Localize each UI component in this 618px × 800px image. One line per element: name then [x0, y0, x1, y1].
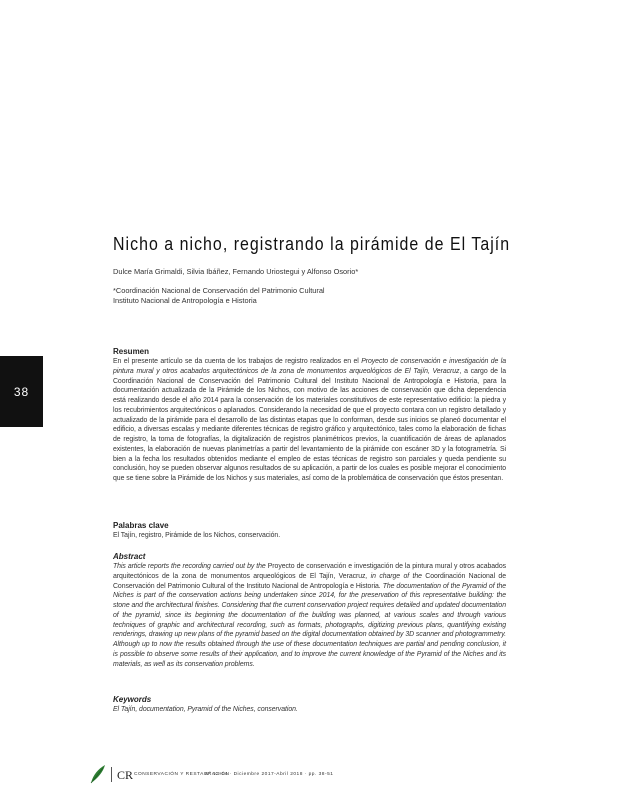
- article-title: Nicho a nicho, registrando la pirámide de El Tajín: [113, 233, 511, 254]
- journal-name: CONSERVACIÓN Y RESTAURACIÓN: [134, 772, 230, 777]
- author-affiliation: [113, 286, 325, 306]
- keywords-section: [113, 695, 506, 715]
- keywords-text: El Tajín, documentation, Pyramid of the Niches, conservation.: [113, 706, 298, 713]
- abstract-text-1: This article reports the recording carried out by the: [113, 563, 268, 570]
- palabras-clave-section: [113, 521, 506, 541]
- resumen-heading: Resumen: [113, 347, 150, 356]
- affiliation-line-2: Instituto Nacional de Antropología e Historia: [113, 296, 257, 305]
- resumen-project-name: Proyecto de conservación e investigación de la pintura mural y otros acabados arquitectónicos de la zona de monumentos arqueológicos de El Tajín, Veracruz: [113, 358, 506, 375]
- resumen-body: [113, 357, 506, 484]
- resumen-text-1: En el presente artículo se da cuenta de los trabajos de registro realizados en el: [113, 358, 362, 365]
- issue-info: Nº 13-14 · Diciembre 2017-Abril 2018 · pp. 38-51: [205, 772, 334, 777]
- leaf-icon: [88, 763, 108, 785]
- palabras-clave-text: El Tajín, registro, Pirámide de los Nichos, conservación.: [113, 532, 281, 539]
- affiliation-line-1: *Coordinación Nacional de Conservación del Patrimonio Cultural: [113, 286, 325, 295]
- abstract-section: [113, 552, 506, 669]
- page-number-tab: [0, 356, 43, 427]
- page-footer: [88, 763, 518, 787]
- abstract-text-3: . The documentation of the Pyramid of the Niches is part of the conservation actions being undertaken since 2014, for the preservation of this representative building: the stone and the architectural finishes. Considering that the current conservation project requires detailed and updated documentation of the pyramid, since its beginning the documentation of the building was planned, at various scales and through various techniques of graphic and architectural recording, such as formats, photographs, digitizing previous plans, quantifying existing renderings, drawing up new plans of the pyramid based on the digital documentation obtained by 3D scanner and photogrammetry. Although up to now the results obtained through the use of these documentation techniques are partial and pending conclusion, it is possible to observe some results of their application, and to improve the current knowledge of the Pyramid of the Niches and its materials, as well as its conservation problems.: [113, 582, 507, 668]
- page-number: 38: [13, 384, 30, 399]
- article-authors: Dulce María Grimaldi, Silvia Ibáñez, Fernando Uriostegui y Alfonso Osorio*: [113, 267, 359, 276]
- footer-separator: [111, 767, 112, 782]
- resumen-section: [113, 347, 506, 484]
- abstract-heading: Abstract: [113, 552, 146, 561]
- abstract-institution: Coordinación Nacional de Conservación del Patrimonio Cultural of the Instituto Nacional de Antropología e Historia: [113, 572, 507, 590]
- keywords-heading: Keywords: [113, 695, 152, 704]
- palabras-clave-heading: Palabras clave: [113, 521, 169, 530]
- abstract-project-name: Proyecto de conservación e investigación de la pintura mural y otros acabados arquitectónicos de la zona de monumentos arqueológicos de El Tajín, Veracruz: [113, 563, 507, 580]
- journal-logo: CR: [117, 768, 134, 782]
- resumen-text-2: , a cargo de la Coordinación Nacional de Conservación del Patrimonio Cultural del Instituto Nacional de Antropología e Historia, para la documentación actualizada de la Pirámide de los Nichos, con motivo de las acciones de conservación que dicha dependencia está realizando desde el año 2014 para la conservación de los materiales constitutivos de este representativo edificio: la piedra y los recubrimientos arquitectónicos o aplanados. Considerando la necesidad de que el proyecto contara con un registro detallado y actualizado de la pirámide para el desarrollo de las distintas etapas que lo conforman, desde sus inicios se planeó documentar el edificio, a diversas escalas y mediante diferentes técnicas de registro gráfico y arquitectónico, tales como la elaboración de fichas de registro, la toma de fotografías, la digitalización de registros planimétricos previos, la cuantificación de áreas de aplanados existentes, la elaboración de nuevas planimetrías a partir del levantamiento de la pirámide con escáner 3D y la fotogrametría. Si bien a la fecha los resultados obtenidos mediante el empleo de estas técnicas de registro son parciales y queda pendiente su conclusión, hoy se pueden observar algunos resultados de su aplicación, a partir de los cuales es posible mejorar el conocimiento que se tiene sobre la Pirámide de los Nichos y sus materiales, así como de la problemática de conservación que éstos presentan.: [113, 367, 507, 482]
- abstract-body: [113, 562, 506, 669]
- abstract-text-2: , in charge of the: [365, 572, 426, 580]
